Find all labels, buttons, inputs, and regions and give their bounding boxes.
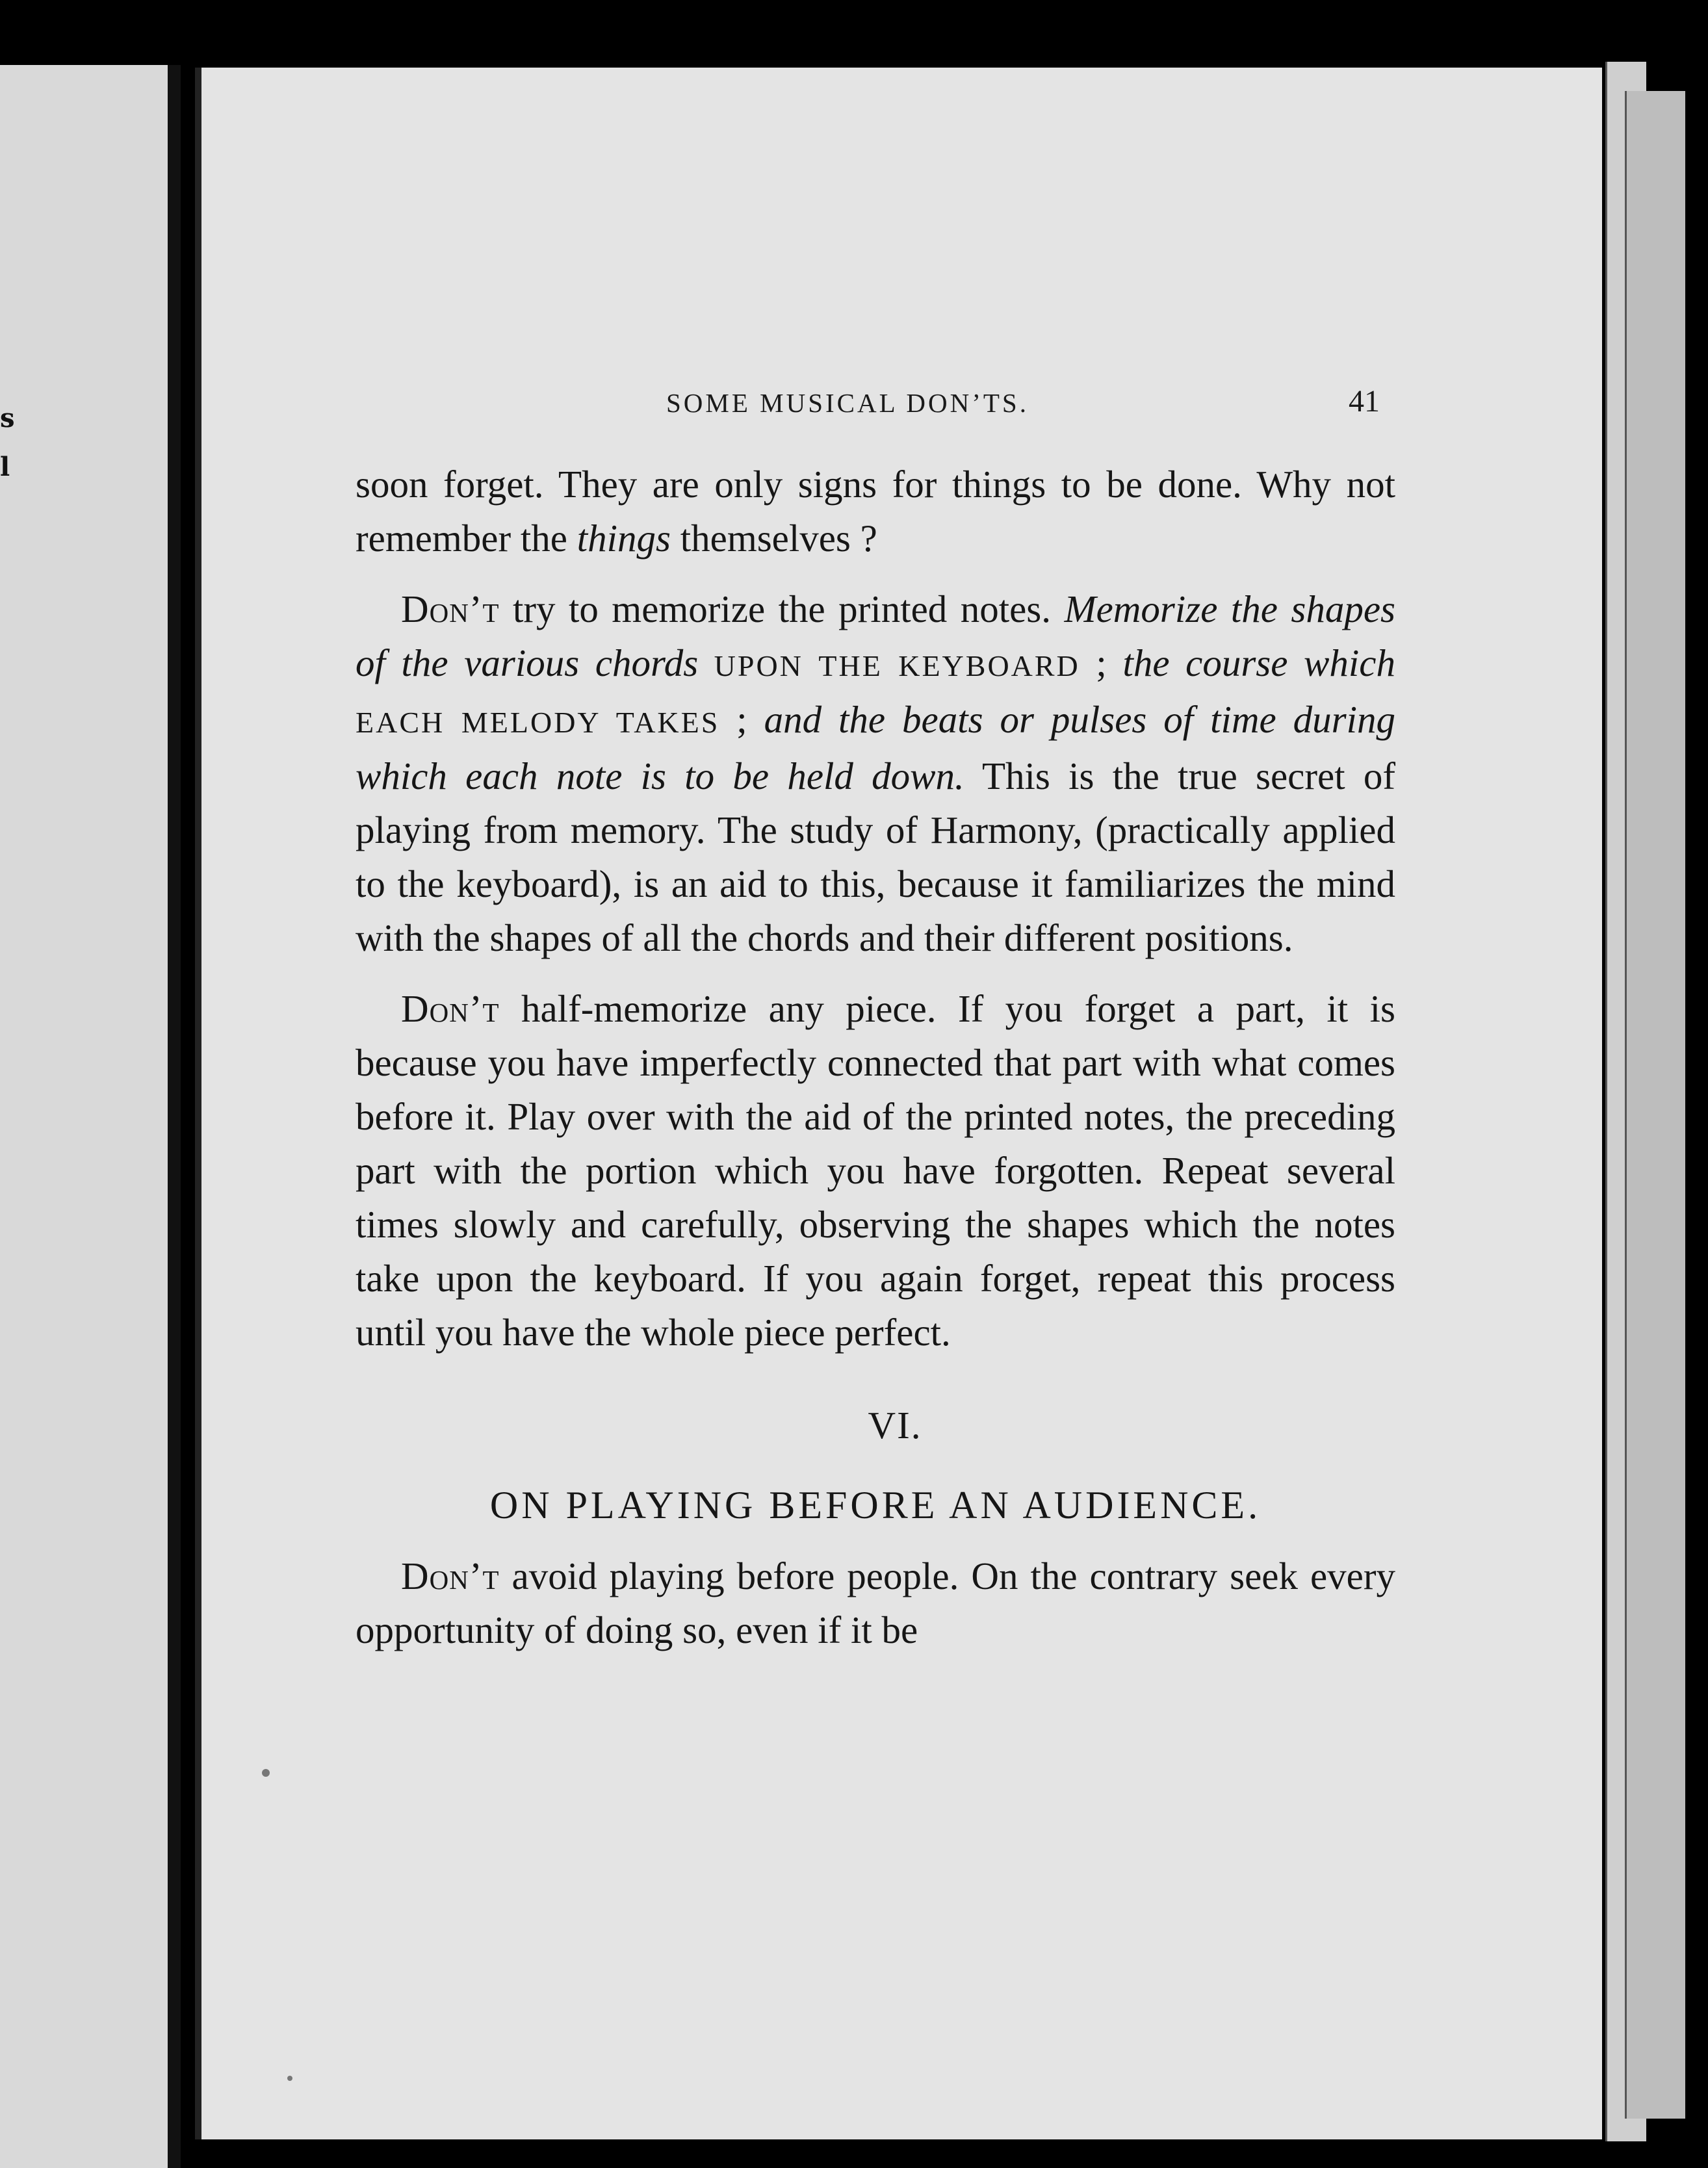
italic-run: Memorize the shapes of the various chords (356, 587, 1395, 684)
paragraph (356, 982, 1395, 1360)
ink-speck (262, 1769, 270, 1777)
text-run: This is the true secret of playing from memory. The study of Harmony, (practically applied to the keyboard), is an aid to this, because it familiarizes the mind with the shapes of all the chords and their different positions. (356, 755, 1395, 959)
page-edge (1625, 91, 1685, 2119)
chapter-number: VI. (868, 1404, 922, 1447)
facing-page-glyph: s (0, 403, 15, 433)
italic-run: the course which (1122, 641, 1395, 684)
page-number: 41 (1349, 384, 1380, 419)
paragraph (356, 458, 1395, 565)
text-run: ; (719, 698, 764, 741)
caps-run: UPON THE KEYBOARD (698, 649, 1080, 682)
text-run: half-memorize any piece. If you forget a part, it is because you have imperfectly connected that part with what comes before it. Play over with the aid of the printed notes, the preceding part with the portion which you have forgotten. Repeat several times slowly and carefully, observing the shapes which the notes take upon the keyboard. If you again forget, repeat this process until you have the whole piece perfect. (356, 987, 1395, 1354)
paragraph (356, 1549, 1395, 1657)
caps-run: EACH MELODY TAKES (356, 706, 720, 739)
text-run: soon forget. They are only signs for things to be done. Why not remember the (356, 463, 1395, 560)
italic-run: and the beats or pulses of time during which each note is to be held down. (356, 698, 1395, 797)
facing-page (0, 65, 181, 2168)
ink-speck (287, 2076, 292, 2081)
text-run: avoid playing before people. On the contrary seek every opportunity of doing so, even if it be (356, 1555, 1395, 1651)
book-page (195, 68, 1602, 2139)
page-header (195, 383, 1602, 422)
body-text (356, 458, 1395, 1674)
page-gutter (195, 68, 201, 2139)
text-run: ; (1080, 641, 1123, 684)
dont-lead: Don’t (401, 987, 500, 1030)
running-title: SOME MUSICAL DON’TS. (666, 388, 1029, 418)
binding-shadow (168, 65, 181, 2168)
chapter-title: ON PLAYING BEFORE AN AUDIENCE. (489, 1484, 1262, 1527)
dont-lead: Don’t (401, 1555, 500, 1597)
dont-lead: Don’t (401, 587, 500, 630)
paragraph (356, 582, 1395, 965)
text-run: themselves ? (670, 517, 877, 560)
italic-run: things (576, 517, 671, 560)
facing-page-glyph: l (0, 452, 10, 482)
text-run: try to memorize the printed notes. (499, 587, 1065, 630)
